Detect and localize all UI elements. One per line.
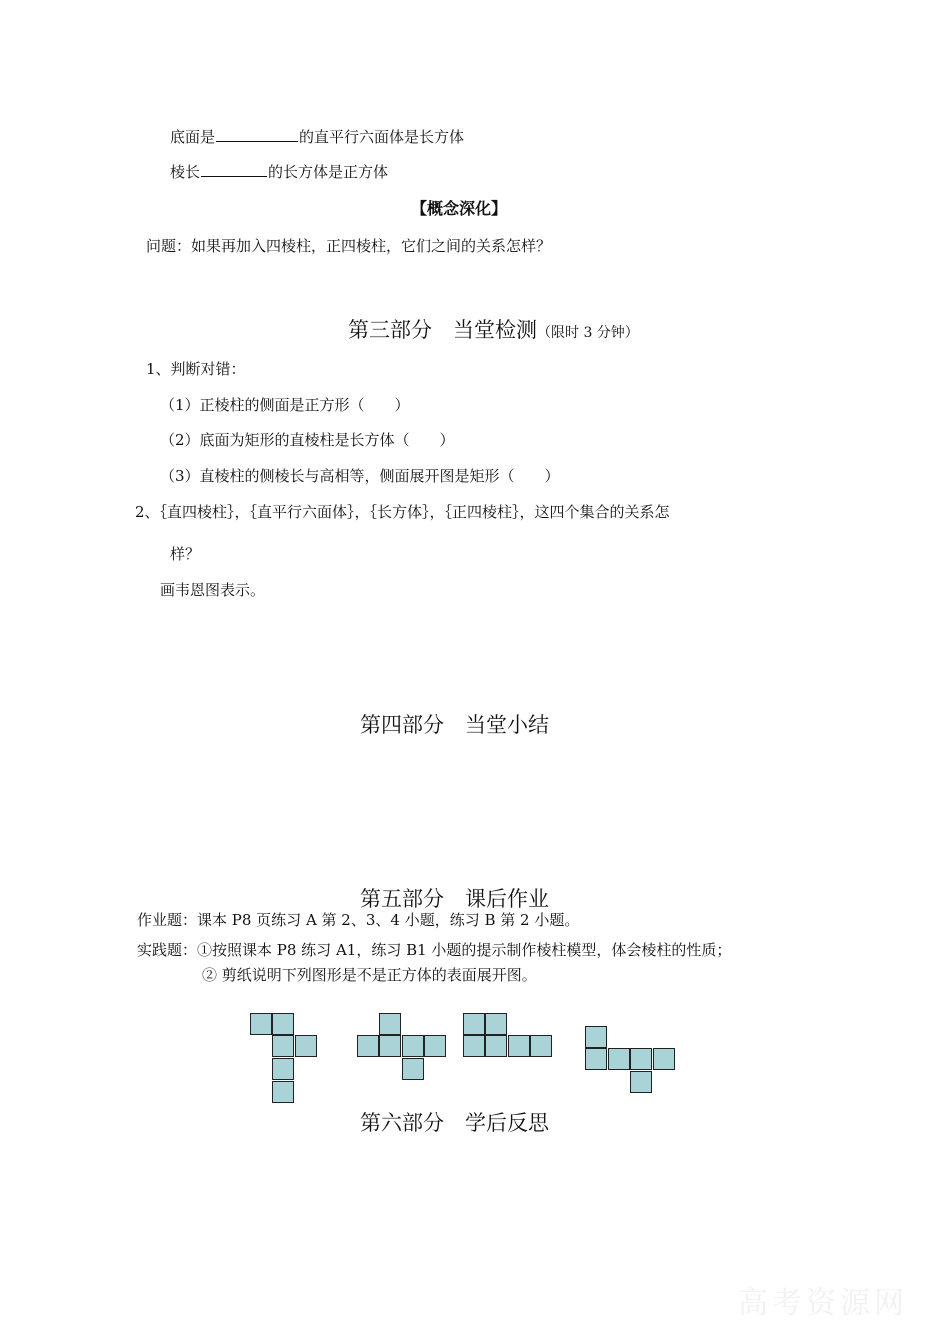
homework-line: 作业题：课本 P8 页练习 A 第 2、3、4 小题，练习 B 第 2 小题。: [137, 911, 580, 929]
net-square: [585, 1048, 607, 1070]
cube-net-1: [250, 1013, 318, 1104]
question-2-line-1: 2、｛直四棱柱｝，｛直平行六面体｝，｛长方体｝，｛正四棱柱｝，这四个集合的关系怎: [135, 503, 670, 521]
net-square: [272, 1035, 294, 1057]
net-square: [357, 1035, 379, 1057]
net-square: [485, 1013, 507, 1035]
net-square: [585, 1026, 607, 1048]
cube-net-2: [357, 1013, 447, 1081]
question-2-line-3: 画韦恩图表示。: [160, 581, 266, 599]
answer-blank[interactable]: [201, 162, 267, 177]
net-square: [463, 1035, 485, 1057]
net-square: [630, 1048, 652, 1070]
part3-heading: [348, 316, 639, 347]
concept-line-2-prefix: 棱长: [170, 163, 201, 181]
concept-line-2: [170, 162, 388, 182]
question-2-line-2: 样？: [170, 545, 201, 563]
net-square: [272, 1058, 294, 1080]
concept-line-1: [170, 127, 464, 147]
net-square: [608, 1048, 630, 1070]
net-square: [379, 1035, 401, 1057]
question-1: 1、判断对错：: [146, 360, 246, 378]
question-1-item-1: （1）正棱柱的侧面是正方形（ ）: [160, 396, 410, 414]
net-square: [653, 1048, 675, 1070]
part3-heading-text: 第三部分 当堂检测: [348, 318, 537, 342]
question-1-item-3: （3）直棱柱的侧棱长与高相等，侧面展开图是矩形（ ）: [160, 467, 560, 485]
net-square: [402, 1035, 424, 1057]
net-square: [508, 1035, 530, 1057]
deepen-question: 问题：如果再加入四棱柱，正四棱柱，它们之间的关系怎样？: [146, 237, 552, 255]
practice-line-2: ② 剪纸说明下列图形是不是正方体的表面展开图。: [202, 966, 537, 984]
part4-heading: 第四部分 当堂小结: [360, 713, 549, 737]
net-square: [463, 1013, 485, 1035]
net-square: [272, 1081, 294, 1103]
concept-deepen-title: 【概念深化】: [411, 199, 508, 218]
net-square: [424, 1035, 446, 1057]
part6-heading: 第六部分 学后反思: [360, 1111, 549, 1135]
net-square: [272, 1013, 294, 1035]
concept-line-2-suffix: 的长方体是正方体: [268, 163, 389, 181]
cube-net-3: [463, 1013, 553, 1058]
part3-time-note: （限时 3 分钟）: [537, 325, 639, 341]
net-square: [379, 1013, 401, 1035]
net-square: [295, 1035, 317, 1057]
net-square: [530, 1035, 552, 1057]
net-square: [630, 1071, 652, 1093]
net-square: [485, 1035, 507, 1057]
net-square: [402, 1058, 424, 1080]
cube-net-4: [585, 1026, 676, 1094]
question-1-item-2: （2）底面为矩形的直棱柱是长方体（ ）: [160, 431, 455, 449]
concept-line-1-prefix: 底面是: [170, 128, 216, 146]
part5-heading: 第五部分 课后作业: [360, 887, 549, 911]
net-square: [250, 1013, 272, 1035]
watermark: 高考资源网: [738, 1286, 908, 1321]
practice-line-1: 实践题：①按照课本 P8 练习 A1，练习 B1 小题的提示制作棱柱模型，体会棱柱的性质；: [137, 941, 732, 959]
answer-blank[interactable]: [216, 127, 298, 142]
concept-line-1-suffix: 的直平行六面体是长方体: [299, 128, 465, 146]
